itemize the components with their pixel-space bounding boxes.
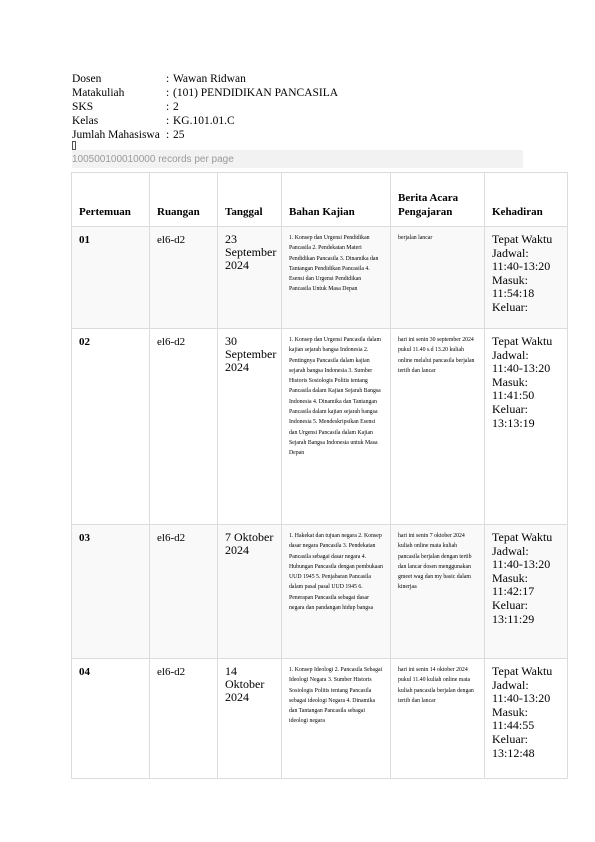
cell-ruangan: el6-d2 [150,659,218,779]
schedule-time: 11:40-13:20 [492,259,551,274]
info-label: Matakuliah [72,87,125,99]
cell-kehadiran [485,659,568,779]
schedule-label: Jadwal: [492,677,529,692]
check-out-label: Keluar: [492,597,528,612]
info-separator: : [166,73,170,85]
check-in-time: 11:42:17 [492,584,535,599]
info-value: 2 [173,101,179,113]
header-kehadiran[interactable]: Kehadiran [485,173,568,227]
check-in-label: Masuk: [492,704,528,719]
records-per-page-select[interactable]: 100500100010000 records per page [72,154,234,165]
schedule-label: Jadwal: [492,543,529,558]
table-row [72,659,568,779]
cell-bahan-kajian: 1. Konsep dan Urgensi Pendidikan Pancasila 2. Pendekatan Materi Pendidikan Pancasila 3. Dinamika dan Tantangan Pendidikan Pancasila 4. Esensi dan Urgensi Pendidikan Pancasila Untuk Masa Depan [282,227,391,329]
info-row-jumlah-mahasiswa [72,128,338,142]
info-separator: : [166,129,170,141]
check-in-time: 11:54:18 [492,286,535,301]
check-in-label: Masuk: [492,570,528,585]
info-value: (101) PENDIDIKAN PANCASILA [173,87,339,99]
header-berita-acara[interactable]: Berita Acara Pengajaran [391,173,485,227]
info-value: 25 [173,129,185,141]
schedule-time: 11:40-13:20 [492,557,551,572]
cell-tanggal: 30 September 2024 [218,329,282,525]
check-in-time: 11:41:50 [492,388,535,403]
info-label: Dosen [72,73,102,85]
cell-kehadiran [485,329,568,525]
table-row [72,329,568,525]
cell-bahan-kajian: 1. Konsep Ideologi 2. Pancasila Sebagai Ideologi Negara 3. Sumber Historis Sosiologis Politis tentang Pancasila sebagai ideologi Negara 4. Dinamika dan Tantangan Pancasila sebagai ideologi negara [282,659,391,779]
check-out-label: Keluar: [492,299,528,314]
cell-pertemuan: 03 [72,525,150,659]
table-row [72,525,568,659]
cell-pertemuan: 01 [72,227,150,329]
schedule-time: 11:40-13:20 [492,691,551,706]
info-row-sks [72,100,338,114]
attendance-status: Tepat Waktu [492,664,553,678]
attendance-table [71,172,568,779]
cell-tanggal: 7 Oktober 2024 [218,525,282,659]
header-pertemuan[interactable]: Pertemuan [72,173,150,227]
info-row-kelas [72,114,338,128]
check-out-time: 13:13:19 [492,415,535,430]
info-separator: : [166,115,170,127]
header-tanggal[interactable]: Tanggal [218,173,282,227]
cell-bahan-kajian: 1. Hakekat dan tujuan negara 2. Konsep dasar negara Pancasila 3. Pendekatan Pancasila sebagai dasar negara 4. Hubungan Pancasila dengan pembukaan UUD 1945 5. Penjabaran Pancasila dalam pasal pasal UUD 1945 6. Penerapan Pancasila sebagai dasar negara dan pandangan hidup bangsa [282,525,391,659]
info-label: Kelas [72,115,99,127]
table-header-row [72,173,568,227]
header-ruangan[interactable]: Ruangan [150,173,218,227]
cell-ruangan: el6-d2 [150,525,218,659]
cell-berita-acara: hari ini senin 7 oktober 2024 kuliah online mata kuliah pancasila berjalan dengan tertib dan lancar dosen menggunakan gmeet wag dan my basic dalam kinerjaa [391,525,485,659]
missing-glyph-icon [72,141,76,150]
cell-bahan-kajian: 1. Konsep dan Urgensi Pancasila dalam kajian sejarah bangsa Indonesia 2. Pentingnya Pancasila dalam kajian sejarah bangsa Indonesia 3. Sumber Historis Sosiologis Politis tentang Pancasila dalam Kajian Sejarah Bangsa Indonesia 4. Dinamika dan Tantangan Pancasila dalam kajian sejarah bangsa Indonesia 5. Mendeskripsikan Esensi dan Urgensi Pancasila dalam Kajian Sejarah Bangsa Indonesia untuk Masa Depan [282,329,391,525]
cell-pertemuan: 04 [72,659,150,779]
info-value: Wawan Ridwan [173,73,246,85]
check-out-time: 13:12:48 [492,745,535,760]
cell-pertemuan: 02 [72,329,150,525]
cell-tanggal: 23 September 2024 [218,227,282,329]
info-label: SKS [72,101,94,113]
cell-kehadiran [485,227,568,329]
check-in-time: 11:44:55 [492,718,535,733]
cell-kehadiran [485,525,568,659]
info-value: KG.101.01.C [173,115,235,127]
schedule-time: 11:40-13:20 [492,361,551,376]
header-bahan-kajian[interactable]: Bahan Kajian [282,173,391,227]
cell-berita-acara: hari ini senin 30 september 2024 pukul 11.40 s.d 13.20 kuliah online melalui pancasila berjalan tertib dan lancar [391,329,485,525]
check-out-time: 13:11:29 [492,611,535,626]
cell-tanggal: 14 Oktober 2024 [218,659,282,779]
check-in-label: Masuk: [492,272,528,287]
table-row [72,227,568,329]
check-out-label: Keluar: [492,731,528,746]
cell-ruangan: el6-d2 [150,329,218,525]
attendance-status: Tepat Waktu [492,232,553,246]
course-info [72,72,338,142]
schedule-label: Jadwal: [492,347,529,362]
attendance-status: Tepat Waktu [492,334,553,348]
check-in-label: Masuk: [492,374,528,389]
info-label: Jumlah Mahasiswa [72,129,160,141]
schedule-label: Jadwal: [492,245,529,260]
cell-berita-acara: hari ini senin 14 oktober 2024 pukul 11.40 kuliah online mata kuliah pancasila berjalan dengan tertib dan lancar [391,659,485,779]
info-row-dosen [72,72,338,86]
cell-berita-acara: berjalan lancar [391,227,485,329]
cell-ruangan: el6-d2 [150,227,218,329]
info-row-matakuliah [72,86,338,100]
attendance-status: Tepat Waktu [492,530,553,544]
info-separator: : [166,101,170,113]
check-out-label: Keluar: [492,401,528,416]
info-separator: : [166,87,170,99]
